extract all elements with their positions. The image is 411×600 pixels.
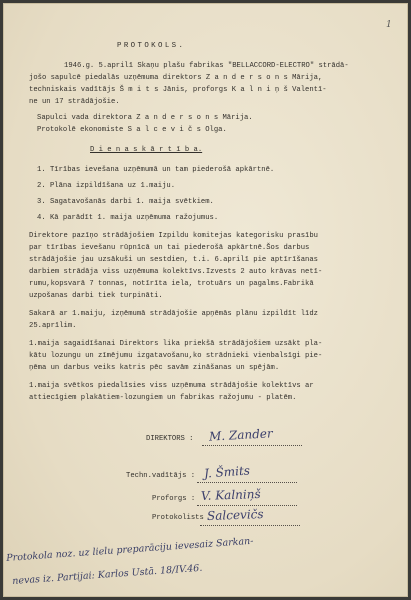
paragraph-line: ņēma un darbus veiks katris pēc savām zināšanas un spējām. bbox=[29, 364, 280, 372]
agenda-item: 2. Plāna izpildīšana uz 1.maiju. bbox=[37, 182, 176, 190]
signature-line bbox=[197, 505, 297, 506]
paragraph-line: par tīrības ievešanu rūpnīcā un tai piederošā apkārtnē.Šos darbus bbox=[29, 244, 310, 252]
paragraph-line: Direktore pazīņo strādājošiem Izpildu komitejas kategorisku prasību bbox=[29, 232, 318, 240]
intro-line: 1946.g. 5.aprilī Skaņu plašu fabrikas "BELLACCORD-ELECTRO" strādā- bbox=[64, 62, 349, 70]
paragraph-line: 1.maija sagaidīšanai Direktors lika priekšā strādājošiem uzsākt pla- bbox=[29, 340, 323, 348]
paragraph-line: 1.maija svētkos piedalīsies viss uzņēmuma strādājošie kolektīvs ar bbox=[29, 382, 314, 390]
signature-line bbox=[200, 525, 300, 526]
intro-line: techniskais vadītājs Š m i t s Jānis, proforgs K a l n i ņ š Valentī- bbox=[29, 86, 327, 94]
paragraph-line: uzpošanas darbi tiek turpināti. bbox=[29, 292, 163, 300]
document-title: PROTOKOLS. bbox=[117, 42, 186, 50]
signature-director: M. Zander bbox=[208, 426, 273, 444]
agenda-item: 1. Tīrības ievešana uzņēmumā un tam piederošā apkārtnē. bbox=[37, 166, 275, 174]
document-sheet bbox=[3, 3, 408, 597]
paragraph-line: Sakarā ar 1.maiju, izņēmumā strādājošie apņēmās plānu izpildīt līdz bbox=[29, 310, 318, 318]
handwritten-note-line: Protokola noz. uz lielu preparāciju ievesaiz Sarkan- bbox=[6, 535, 254, 564]
intro-line: ne un 17 strādājošie. bbox=[29, 98, 120, 106]
paragraph-line: attiecīgiem plakātiem-lozungiem un fabrikas ražojumu - platēm. bbox=[29, 394, 297, 402]
agenda-item: 3. Sagatavošanās darbi 1. maija svētkiem. bbox=[37, 198, 214, 206]
paragraph-line: darbiem strādāja viss uzņēmuma kolektīvs.Izvests 2 auto krāvas netī- bbox=[29, 268, 323, 276]
handwritten-note-line: nevas iz. Partijai: Karlos Ustā. 18/IV.46. bbox=[12, 562, 203, 587]
signature-label-secretary: Protokolists bbox=[152, 514, 204, 522]
signature-label-technical-director: Techn.vadītājs : bbox=[126, 472, 196, 480]
signature-technical-director: J. Šmits bbox=[203, 463, 251, 481]
signature-line bbox=[197, 482, 297, 483]
agenda-item: 4. Kā parādīt 1. maija uzņēmuma ražojumus. bbox=[37, 214, 219, 222]
paragraph-line: kātu lozungu un zīmējumu izgatavošanu,ko strādnieki vienbalsīgi pie- bbox=[29, 352, 323, 360]
signature-line bbox=[202, 445, 302, 446]
agenda-title: D i e n a s k ā r t ī b a. bbox=[90, 146, 203, 154]
signature-union: V. Kalniņš bbox=[200, 486, 261, 504]
paragraph-line: rumu,kopsvarā 7 tonnas, notīrīta iela, trotuārs un pagalms.Fabrikā bbox=[29, 280, 314, 288]
page-number-mark: 1 bbox=[386, 20, 392, 30]
chair-line: Sapulci vada direktora Z a n d e r s o n s Mārija. bbox=[37, 114, 253, 122]
paragraph-line: strādājošie jau uzsākuši un sestdien, t.i. 6.aprilī pie aptīrīšanas bbox=[29, 256, 318, 264]
signature-label-director: DIREKTORS : bbox=[146, 435, 194, 443]
signature-label-union: Proforgs : bbox=[152, 495, 196, 503]
paragraph-line: 25.aprīlim. bbox=[29, 322, 77, 330]
signature-secretary: Salcevičs bbox=[206, 507, 264, 523]
intro-line: jošo sapulcē piedalās uzņēmuma direktors Z a n d e r s o n s Mārija, bbox=[29, 74, 323, 82]
secretary-line: Protokolē ekonomiste S a l c e v i č s Olga. bbox=[37, 126, 227, 134]
